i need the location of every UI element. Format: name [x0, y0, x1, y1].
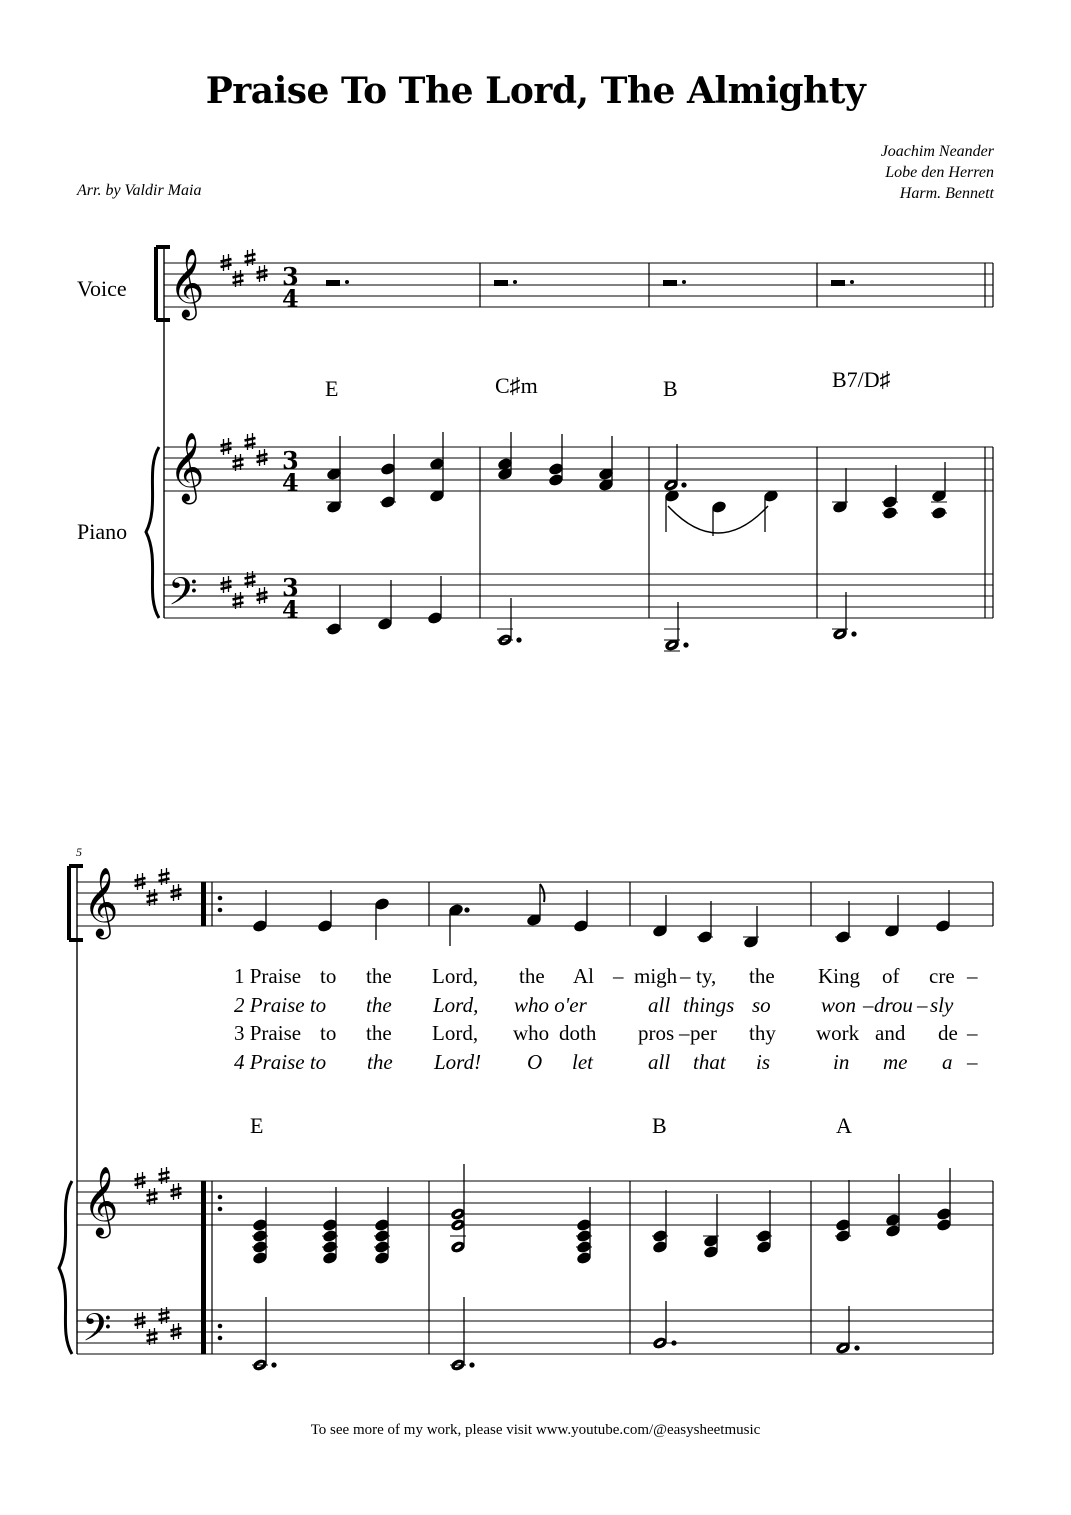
- barlines: [429, 882, 993, 1354]
- lyric-syllable: Lord,: [432, 1021, 479, 1045]
- voice-label: Voice: [77, 276, 127, 301]
- lyric-syllable: ty,: [696, 964, 717, 988]
- lyric-syllable: de: [938, 1021, 958, 1045]
- composer-credit-3: Harm. Bennett: [899, 185, 994, 202]
- lyric-syllable: the: [366, 964, 392, 988]
- lyric-hyphen: –: [679, 1021, 690, 1045]
- svg-text:4: 4: [282, 595, 299, 624]
- lyric-hyphen: –: [967, 1050, 978, 1074]
- lyric-syllable: me: [883, 1050, 908, 1074]
- time-signature: [282, 262, 299, 624]
- voice-notes: [253, 884, 951, 948]
- lyric-syllable: so: [752, 993, 771, 1017]
- lyric-hyphen: –: [680, 964, 691, 988]
- treble-clef-icon: 𝄞: [83, 867, 119, 937]
- svg-text:3: 3: [282, 262, 299, 291]
- piano-brace: [59, 1181, 72, 1354]
- chord-symbol: B7/D♯: [832, 367, 891, 392]
- composer-credit-1: Joachim Neander: [880, 143, 994, 160]
- lyric-syllable: the: [366, 1021, 392, 1045]
- lyric-syllable: 3 Praise: [234, 1021, 302, 1045]
- chord-symbol: B: [663, 376, 678, 401]
- lyric-syllable: thy: [749, 1021, 776, 1045]
- lyric-syllable: the: [519, 964, 545, 988]
- treble-clef-icon: 𝄞: [83, 1166, 119, 1236]
- lyric-syllable: pros: [638, 1021, 675, 1045]
- lyric-syllable: Lord!: [434, 1050, 482, 1074]
- lyric-syllable: the: [367, 1050, 393, 1074]
- barlines: [480, 263, 993, 618]
- lyric-hyphen: –: [863, 993, 874, 1017]
- lyric-syllable: things: [683, 993, 735, 1017]
- lyric-syllable: the: [749, 964, 775, 988]
- lyric-syllable: won: [821, 993, 857, 1017]
- treble-clef-icon: 𝄞: [169, 432, 205, 502]
- lyric-hyphen: –: [917, 993, 928, 1017]
- piano-notes: [327, 432, 947, 536]
- footer-text: To see more of my work, please visit www.youtube.com/@easysheetmusic: [310, 1422, 761, 1438]
- lyric-syllable: all: [648, 1050, 671, 1074]
- lyric-syllable: sly: [930, 993, 954, 1017]
- page-title: Praise To The Lord, The Almighty: [205, 70, 866, 112]
- lyric-syllable: per: [690, 1021, 717, 1045]
- treble-clef-icon: 𝄞: [169, 248, 205, 318]
- lyric-syllable: King: [818, 964, 860, 988]
- lyric-syllable: Lord,: [432, 964, 479, 988]
- measure-number: 5: [76, 845, 82, 859]
- lyric-syllable: and: [875, 1021, 906, 1045]
- chord-symbol: E: [325, 376, 339, 401]
- svg-text:4: 4: [282, 468, 299, 497]
- lyric-syllable: who: [513, 1021, 550, 1045]
- lyric-hyphen: –: [967, 964, 978, 988]
- lyric-syllable: the: [366, 993, 392, 1017]
- svg-text:3: 3: [282, 573, 299, 602]
- piano-brace: [146, 447, 159, 618]
- key-signature: [135, 868, 182, 1345]
- lyric-hyphen: –: [613, 964, 624, 988]
- lyric-syllable: cre: [929, 964, 955, 988]
- bass-clef-icon: 𝄢: [168, 569, 198, 623]
- lyric-syllable: O: [527, 1050, 543, 1074]
- lyric-syllable: 1 Praise: [234, 964, 302, 988]
- lyric-syllable: work: [816, 1021, 860, 1045]
- staff-bracket: [69, 866, 83, 940]
- lyric-syllable: let: [572, 1050, 593, 1074]
- chord-symbol: C♯m: [495, 373, 538, 398]
- lyric-syllable: all: [648, 993, 671, 1017]
- bass-clef-icon: 𝄢: [82, 1305, 112, 1359]
- arranger-credit: Arr. by Valdir Maia: [77, 182, 202, 199]
- piano-label: Piano: [77, 519, 128, 544]
- lyric-syllable: doth: [559, 1021, 597, 1045]
- system-1: [146, 245, 993, 651]
- lyric-syllable: migh: [634, 964, 678, 988]
- lyric-syllable: Al: [573, 964, 594, 988]
- chord-symbol: B: [652, 1113, 667, 1138]
- chord-symbol: E: [250, 1113, 264, 1138]
- piano-treble-staff: [77, 1181, 993, 1225]
- lyric-hyphen: –: [967, 1021, 978, 1045]
- lyric-syllable: 2 Praise to: [234, 993, 327, 1017]
- lyric-syllable: 4 Praise to: [234, 1050, 327, 1074]
- lyric-syllable: to: [320, 964, 337, 988]
- staff-bracket: [156, 247, 170, 320]
- lyric-syllable: of: [882, 964, 900, 988]
- piano-bass-notes: [253, 1297, 859, 1371]
- lyric-syllable: drou: [874, 993, 913, 1017]
- lyric-syllable: who o'er: [514, 993, 587, 1017]
- svg-text:4: 4: [282, 284, 299, 313]
- lyric-syllable: Lord,: [433, 993, 479, 1017]
- lyric-syllable: is: [756, 1050, 771, 1074]
- svg-text:3: 3: [282, 446, 299, 475]
- piano-bass-notes: [327, 576, 856, 651]
- lyric-syllable: in: [833, 1050, 850, 1074]
- system-2: [59, 865, 993, 1371]
- composer-credit-2: Lobe den Herren: [885, 164, 994, 181]
- lyric-syllable: a: [942, 1050, 953, 1074]
- chord-symbol: A: [836, 1113, 852, 1138]
- lyric-syllable: that: [693, 1050, 726, 1074]
- key-signature: [221, 249, 268, 609]
- repeat-start: [201, 882, 222, 1354]
- lyric-syllable: to: [320, 1021, 337, 1045]
